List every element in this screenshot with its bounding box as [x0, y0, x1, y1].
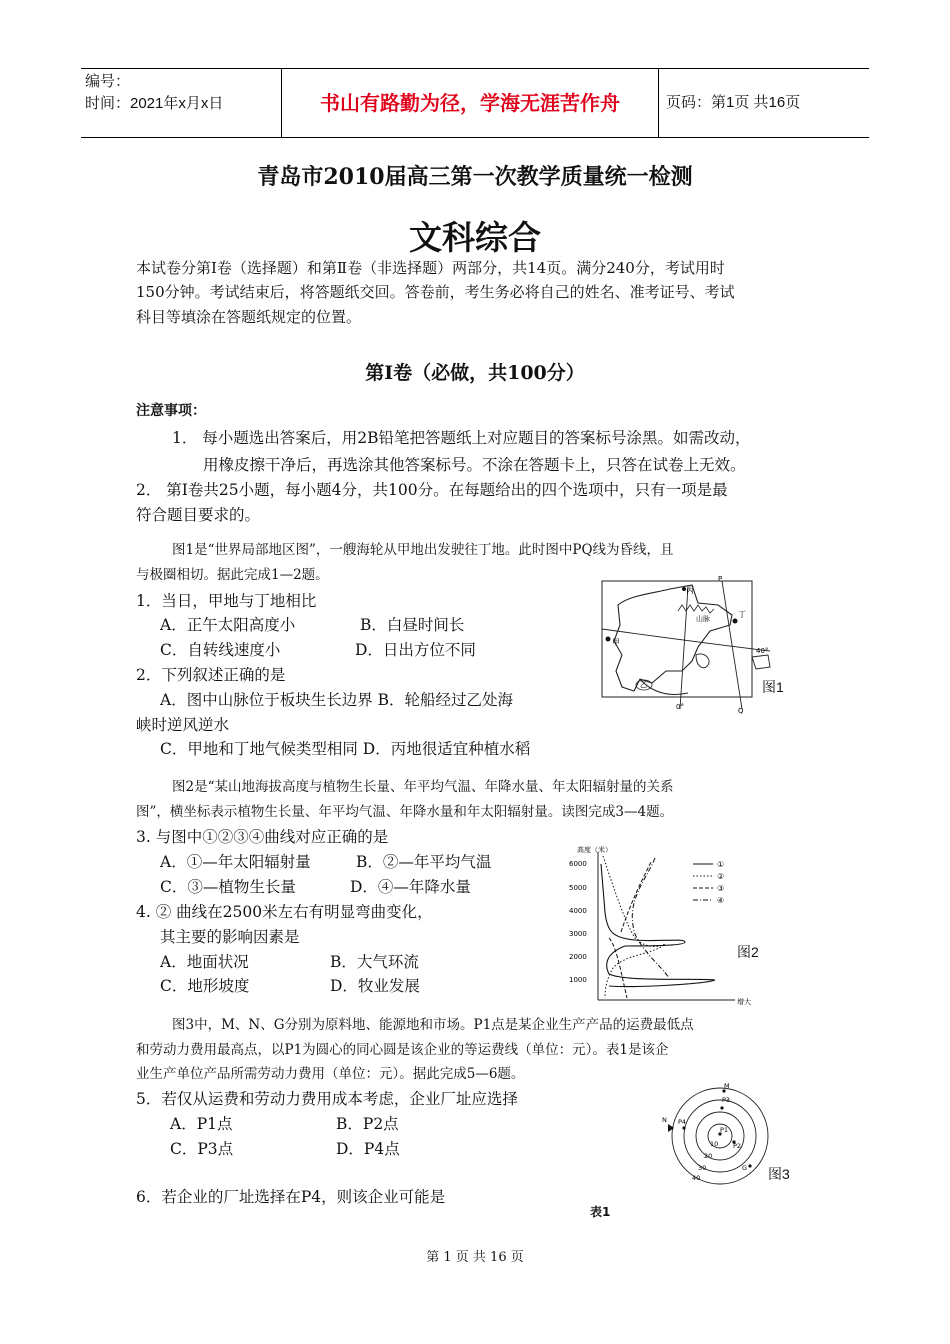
fig1-label-lat40: 40° — [756, 647, 769, 655]
q3-stem: 3. 与图中①②③④曲线对应正确的是 — [136, 828, 389, 846]
fig1-label-q: Q — [738, 707, 744, 715]
q3-option-a: A．①—年太阳辐射量 — [160, 853, 311, 871]
intro-line-1: 本试卷分第Ⅰ卷（选择题）和第Ⅱ卷（非选择题）两部分，共14页。满分240分，考试用时 — [136, 259, 725, 277]
q1-option-c: C．自转线速度小 — [160, 641, 281, 659]
q4-option-b: B．大气环流 — [330, 953, 419, 971]
q4-option-c: C．地形坡度 — [160, 977, 250, 995]
notice-title: 注意事项： — [136, 403, 206, 419]
q2-option-ab: A．图中山脉位于板块生长边界 B．轮船经过乙处海 — [160, 691, 514, 709]
notice-line-4: 符合题目要求的。 — [136, 506, 261, 524]
q1-stem: 1．当日，甲地与丁地相比 — [136, 592, 317, 610]
header-box — [81, 68, 869, 138]
fig3-intro-2: 和劳动力费用最高点，以P1为圆心的同心圆是该企业的等运费线（单位：元）。表1是该企 — [136, 1042, 669, 1058]
fig3-intro-1: 图3中，M、N、G分别为原料地、能源地和市场。P1点是某企业生产产品的运费最低点 — [172, 1017, 694, 1033]
q1-option-d: D．日出方位不同 — [355, 641, 476, 659]
fig2-legend-3: ③ — [717, 884, 725, 893]
fig2-legend-1: ① — [717, 860, 725, 869]
exam-subtitle: 文科综合 — [409, 218, 541, 257]
q5-stem: 5．若仅从运费和劳动力费用成本考虑，企业厂址应选择 — [136, 1090, 518, 1108]
fig2-xlabel: 增大 — [737, 998, 751, 1006]
figure-1-caption: 图1 — [762, 679, 784, 695]
fig3-label-p2: P2 — [733, 1142, 742, 1150]
fig2-legend-2: ② — [717, 872, 725, 881]
fig2-curve-1 — [601, 864, 715, 987]
fig2-curve-2 — [603, 856, 665, 998]
q4-option-a: A．地面状况 — [160, 953, 249, 971]
header-page-info: 页码：第1页 共16页 — [666, 94, 801, 111]
fig3-ring-20: 20 — [704, 1152, 713, 1160]
fig3-label-m: M — [724, 1082, 730, 1090]
q2-option-ab-cont: 峡时逆风逆水 — [136, 716, 230, 734]
intro-line-2: 150分钟。考试结束后，将答题纸交回。答卷前，考生务必将自己的姓名、准考证号、考试 — [136, 283, 735, 301]
time-label: 时间：2021年x月x日 — [85, 95, 224, 112]
fig3-label-p3: P3 — [722, 1096, 731, 1104]
figure-2-caption: 图2 — [737, 944, 759, 960]
q3-option-b: B．②—年平均气温 — [356, 853, 492, 871]
fig2-ytick-4000: 4000 — [569, 907, 587, 915]
notice-line-3: 2． 第Ⅰ卷共25小题，每小题4分，共100分。在每题给出的四个选项中，只有一项是最 — [136, 481, 728, 499]
exam-title: 青岛市2010届高三第一次教学质量统一检测 — [257, 164, 693, 190]
notice-line-1: 1． 每小题选出答案后，用2B铅笔把答题纸上对应题目的答案标号涂黑。如需改动， — [172, 429, 751, 447]
figure-3 — [660, 1078, 800, 1188]
q2-stem: 2．下列叙述正确的是 — [136, 666, 286, 684]
fig2-ylabel: 高度（米） — [577, 846, 612, 854]
q1-option-b: B．白昼时间长 — [360, 616, 465, 634]
fig3-intro-3: 业生产单位产品所需劳动力费用（单位：元）。据此完成5—6题。 — [136, 1066, 525, 1082]
fig2-ytick-3000: 3000 — [569, 930, 587, 938]
fig3-label-n: N — [662, 1116, 667, 1124]
q1-option-a: A．正午太阳高度小 — [160, 616, 296, 634]
fig2-ytick-2000: 2000 — [569, 953, 587, 961]
q3-option-c: C．③—植物生长量 — [160, 878, 296, 896]
notice-line-2: 用橡皮擦干净后，再选涂其他答案标号。不涂在答题卡上，只答在试卷上无效。 — [203, 456, 746, 474]
q4-stem-cont: 其主要的影响因素是 — [160, 928, 300, 946]
figure-2-chart — [565, 842, 805, 1007]
number-label: 编号： — [85, 73, 131, 90]
fig1-intro-2: 与极圈相切。据此完成1—2题。 — [136, 567, 329, 583]
fig3-label-p4: P4 — [678, 1118, 687, 1126]
fig1-label-shanmai: 山脉 — [696, 615, 710, 623]
fig3-ring-30: 30 — [698, 1164, 707, 1172]
fig1-label-p: P — [718, 575, 723, 583]
fig1-label-yi: 乙 — [640, 681, 647, 689]
q5-option-c: C．P3点 — [170, 1140, 234, 1158]
q5-option-d: D．P4点 — [336, 1140, 400, 1158]
fig3-ring-40: 40 — [692, 1174, 701, 1182]
page-footer: 第 1 页 共 16 页 — [426, 1250, 524, 1265]
fig1-intro-1: 图1是“世界局部地区图”，一艘海轮从甲地出发驶往丁地。此时图中PQ线为昏线，且 — [172, 542, 674, 558]
q3-option-d: D．④—年降水量 — [350, 878, 471, 896]
fig2-ytick-1000: 1000 — [569, 976, 587, 984]
q6-stem: 6．若企业的厂址选择在P4，则该企业可能是 — [136, 1188, 446, 1206]
q4-stem: 4. ② 曲线在2500米左右有明显弯曲变化， — [136, 903, 433, 921]
fig2-legend-4: ④ — [717, 896, 725, 905]
intro-line-3: 科目等填涂在答题纸规定的位置。 — [136, 308, 362, 326]
fig3-ring-10: 10 — [710, 1140, 719, 1148]
q4-option-d: D．牧业发展 — [330, 977, 420, 995]
figure-3-caption: 图3 — [768, 1166, 790, 1182]
q5-option-a: A．P1点 — [170, 1115, 233, 1133]
fig1-label-bing: 丙 — [686, 586, 694, 595]
section-title: 第Ⅰ卷（必做，共100分） — [365, 362, 585, 384]
figure-1 — [600, 575, 800, 715]
q5-option-b: B．P2点 — [336, 1115, 399, 1133]
fig2-intro-1: 图2是“某山地海拔高度与植物生长量、年平均气温、年降水量、年太阳辐射量的关系 — [172, 779, 674, 795]
figure-2 — [565, 842, 805, 1007]
fig3-label-g: G — [742, 1164, 748, 1172]
header-motto: 书山有路勤为径，学海无涯苦作舟 — [281, 69, 659, 137]
header-left — [81, 69, 285, 139]
q2-option-cd: C．甲地和丁地气候类型相同 D．丙地很适宜种植水稻 — [160, 740, 531, 758]
fig1-label-lon0: 0° — [676, 703, 684, 711]
fig1-label-jia: 甲 — [612, 638, 620, 647]
fig3-label-p1: P1 — [720, 1126, 729, 1134]
fig2-intro-2: 图”，横坐标表示植物生长量、年平均气温、年降水量和年太阳辐射量。读图完成3—4题。 — [136, 804, 674, 820]
table-1-caption: 表1 — [590, 1205, 611, 1219]
fig1-label-ding: 丁 — [738, 610, 746, 619]
fig2-ytick-6000: 6000 — [569, 860, 587, 868]
fig2-ytick-5000: 5000 — [569, 884, 587, 892]
fig2-curve-4 — [632, 858, 669, 978]
